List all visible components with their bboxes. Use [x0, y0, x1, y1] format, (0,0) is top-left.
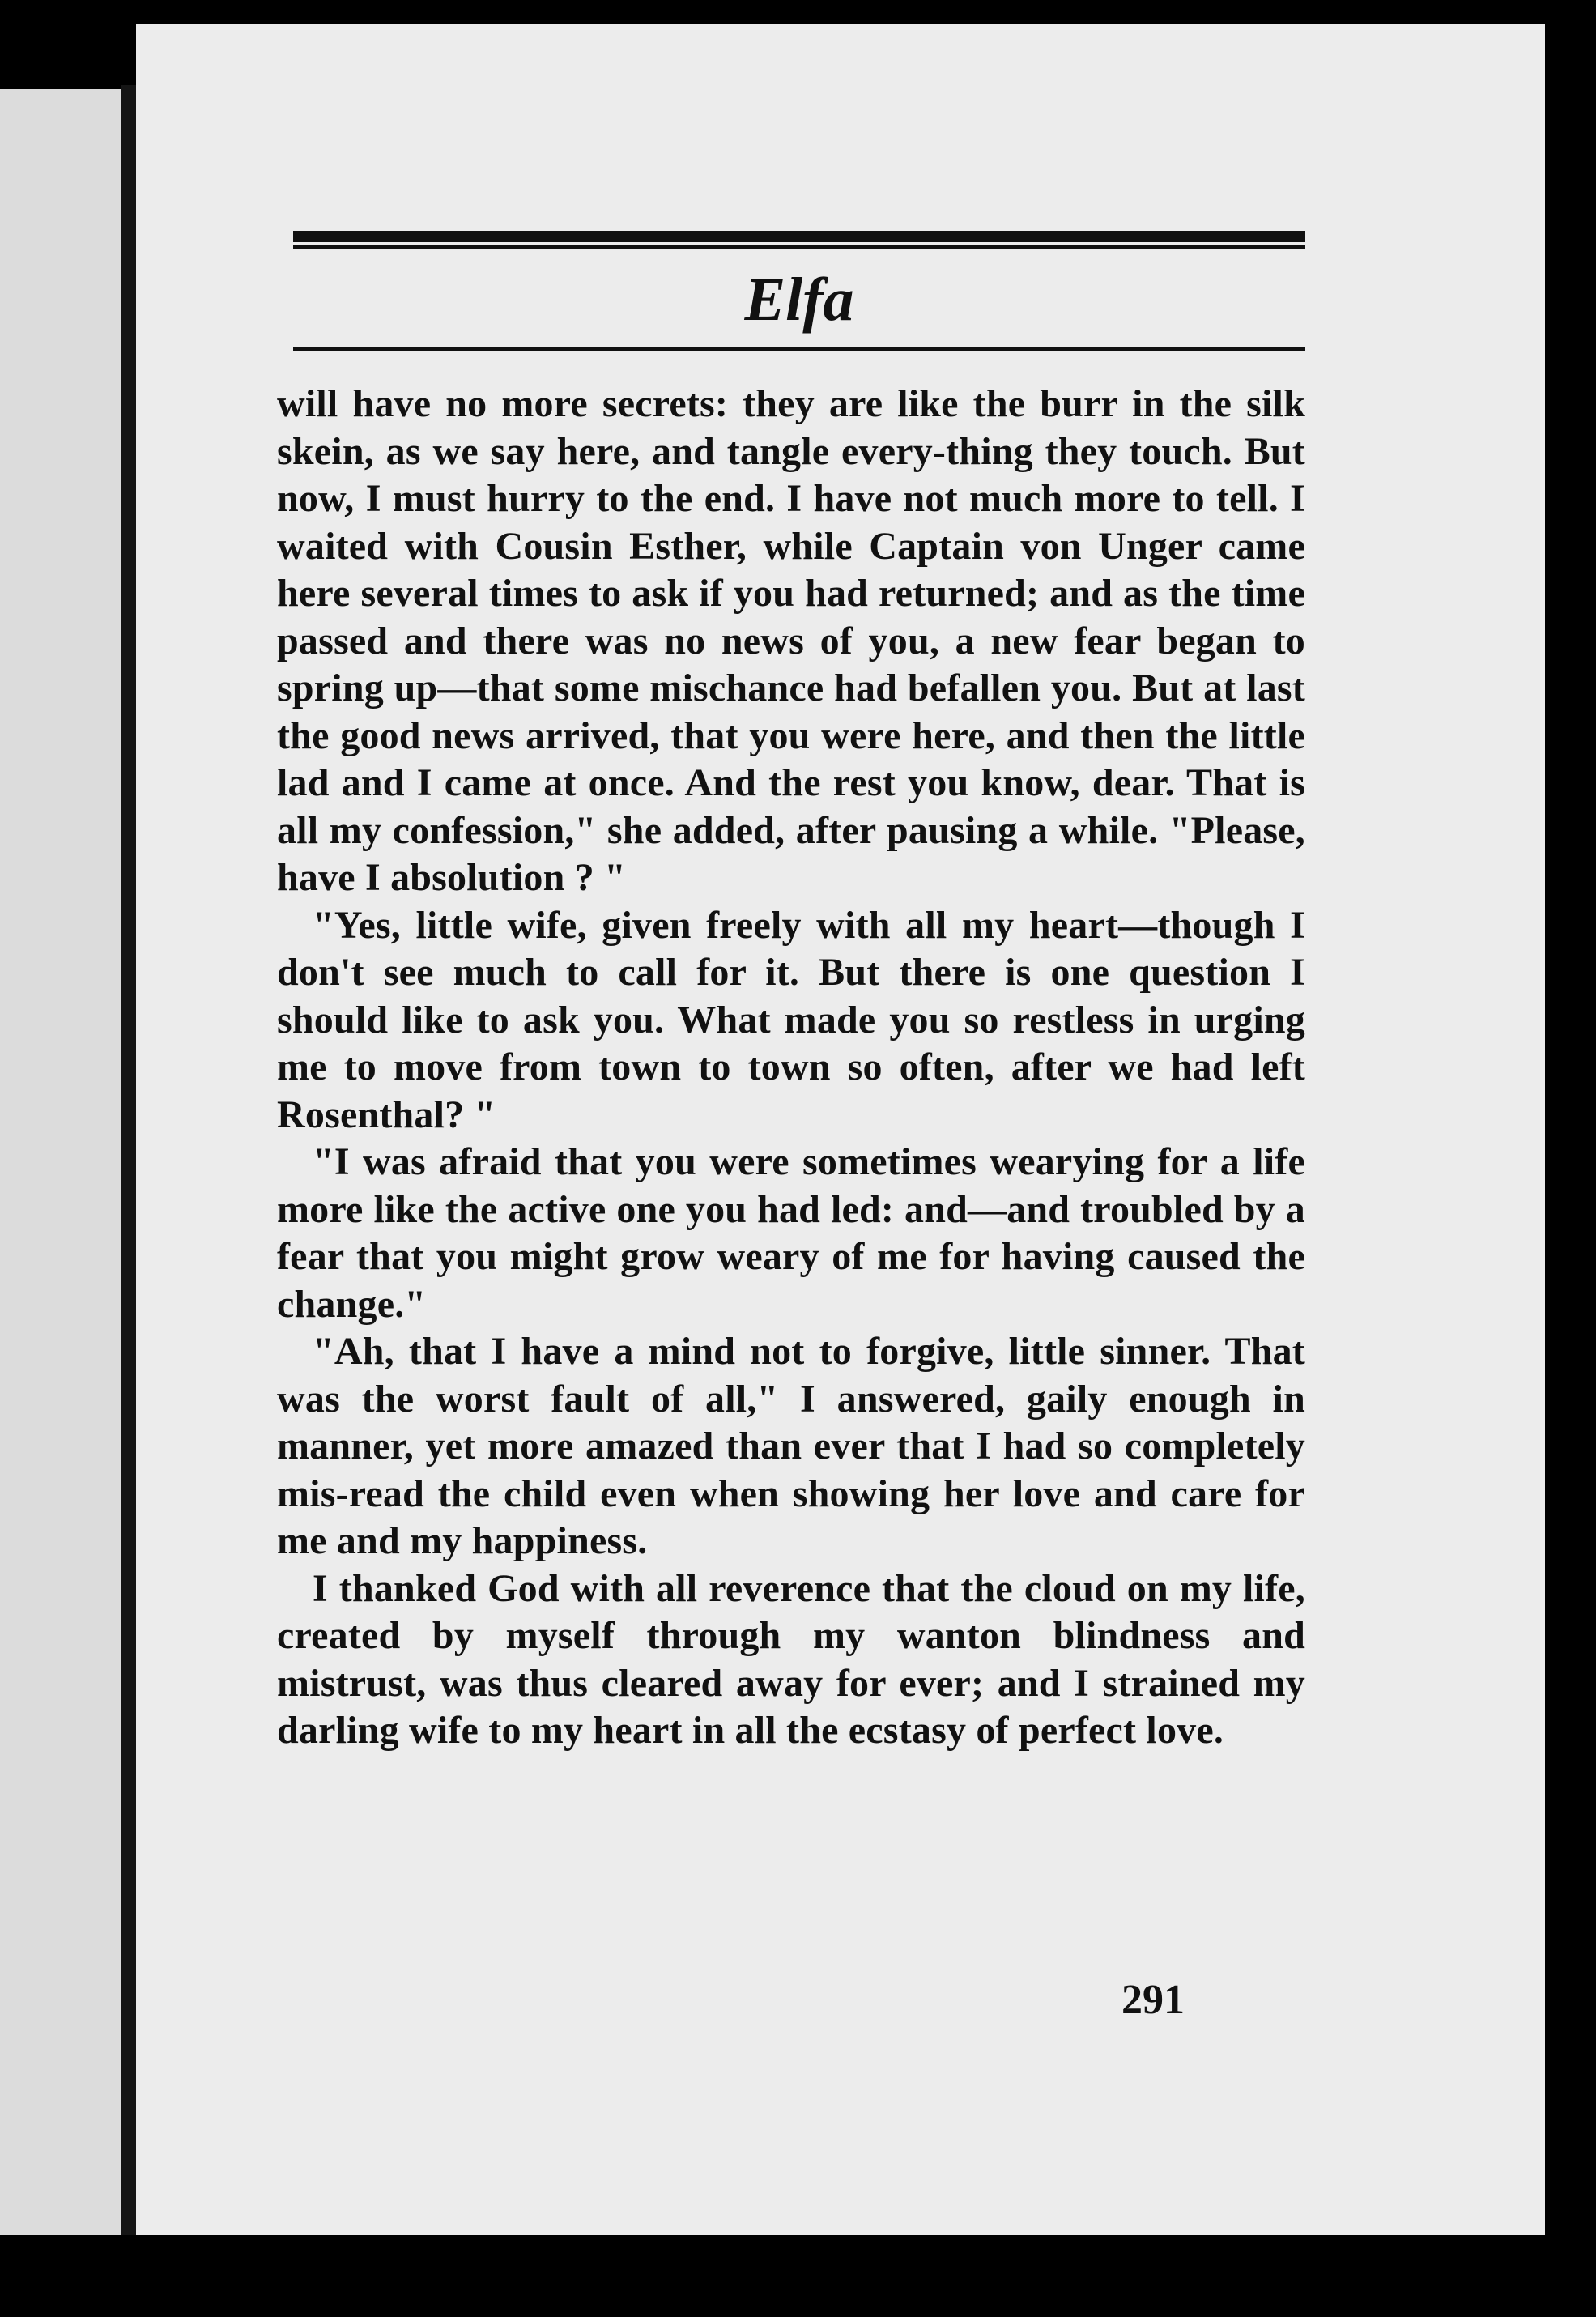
scan-bottom-shadow	[0, 2235, 1596, 2317]
paragraph: "Ah, that I have a mind not to forgive, little sinner. That was the worst fault of all," I answered, gaily enough in manner, yet more amazed than ever that I had so completely mis-read the child even when showing her love and care for me and my happiness.	[277, 1330, 1305, 1562]
page-number: 291	[1121, 1977, 1185, 2023]
header-underline-rule	[293, 347, 1305, 351]
page-body	[277, 381, 1305, 1755]
header-thin-rule	[293, 245, 1305, 249]
running-head: Elfa	[744, 266, 854, 334]
facing-page-edge	[0, 89, 121, 2276]
header-double-rule	[293, 231, 1305, 242]
paragraph: "Yes, little wife, given freely with all my heart—though I don't see much to call for it. But there is one question I should like to ask you. What made you so restless in urging me to move from town to town so often, after we had left Rosenthal? "	[277, 903, 1305, 1136]
paragraph: "I was afraid that you were sometimes wearying for a life more like the active one you had led: and—and troubled by a fear that you might grow weary of me for having caused the change."	[277, 1140, 1305, 1326]
paragraph: will have no more secrets: they are like the burr in the silk skein, as we say here, and tangle every-thing they touch. But now, I must hurry to the end. I have not much more to tell. I waited with Cousin Esther, while Captain von Unger came here several times to ask if you had returned; and as the time passed and there was no news of you, a new fear began to spring up—that some mischance had befallen you. But at last the good news arrived, that you were here, and then the little lad and I came at once. And the rest you know, dear. That is all my confession," she added, after pausing a while. "Please, have I absolution ? "	[277, 382, 1305, 899]
paragraph: I thanked God with all reverence that the cloud on my life, created by myself through my wanton blindness and mistrust, was thus cleared away for ever; and I strained my darling wife to my heart in all the ecstasy of perfect love.	[277, 1566, 1305, 1752]
